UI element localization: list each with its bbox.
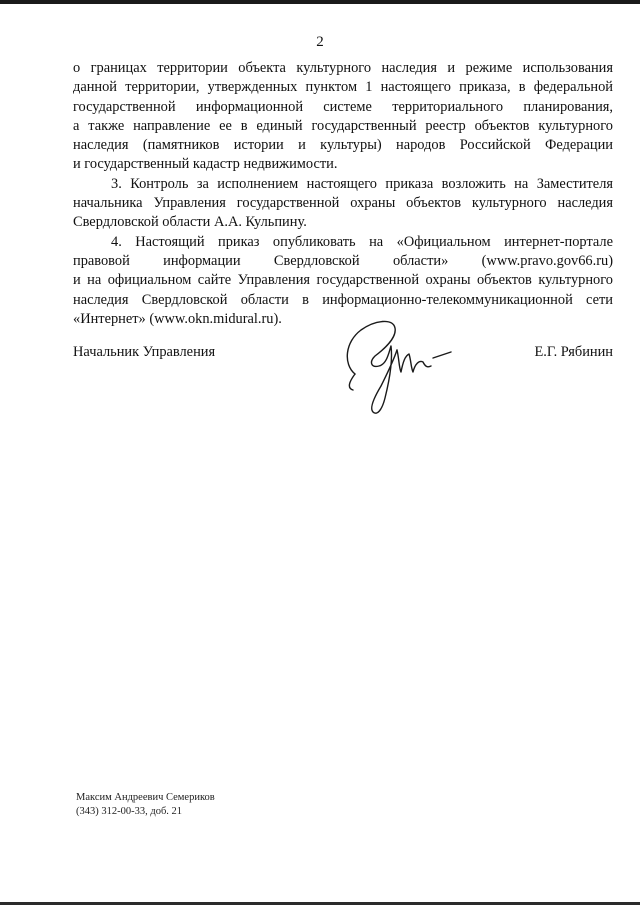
executor-phone: (343) 312-00-33, доб. 21 (76, 806, 183, 817)
paragraph-3 (73, 175, 613, 233)
text-line: Свердловской области А.А. Кульпину. (73, 214, 307, 231)
handwritten-signature (335, 312, 460, 422)
text-line: и государственный кадастр недвижимости. (73, 156, 338, 173)
document-body (73, 59, 613, 329)
text-line: государственной информационной системе территориального планирования, (73, 98, 613, 115)
text-line: правовой информации Свердловской области» (www.pravo.gov66.ru) (73, 252, 613, 269)
text-line: о границах территории объекта культурного наследия и режиме использования (73, 60, 613, 76)
text-line: «Интернет» (www.okn.midural.ru). (73, 310, 282, 327)
page-number: 2 (316, 34, 324, 50)
text-line: наследия (памятников истории и культуры) народов Российской Федерации (73, 137, 613, 154)
text-line: 3. Контроль за исполнением настоящего приказа возложить на Заместителя (111, 175, 613, 192)
executor-name: Максим Андреевич Семериков (76, 792, 215, 803)
text-line: а также направление ее в единый государственный реестр объектов культурного (73, 117, 613, 134)
text-line: 4. Настоящий приказ опубликовать на «Официальном интернет-портале (111, 233, 613, 250)
text-line: данной территории, утвержденных пунктом 1 настоящего приказа, в федеральной (73, 79, 613, 96)
scan-edge-top (0, 0, 640, 4)
signatory-name: Е.Г. Рябинин (534, 344, 613, 360)
text-line: наследия Свердловской области в информационно-телекоммуникационной сети (73, 291, 613, 308)
text-line: и на официальном сайте Управления государственной охраны объектов культурного (73, 272, 613, 289)
executor-info (76, 791, 215, 819)
signatory-position: Начальник Управления (73, 344, 216, 360)
paragraph-continuation (73, 59, 613, 175)
text-line: начальника Управления государственной охраны объектов культурного наследия (73, 195, 613, 212)
